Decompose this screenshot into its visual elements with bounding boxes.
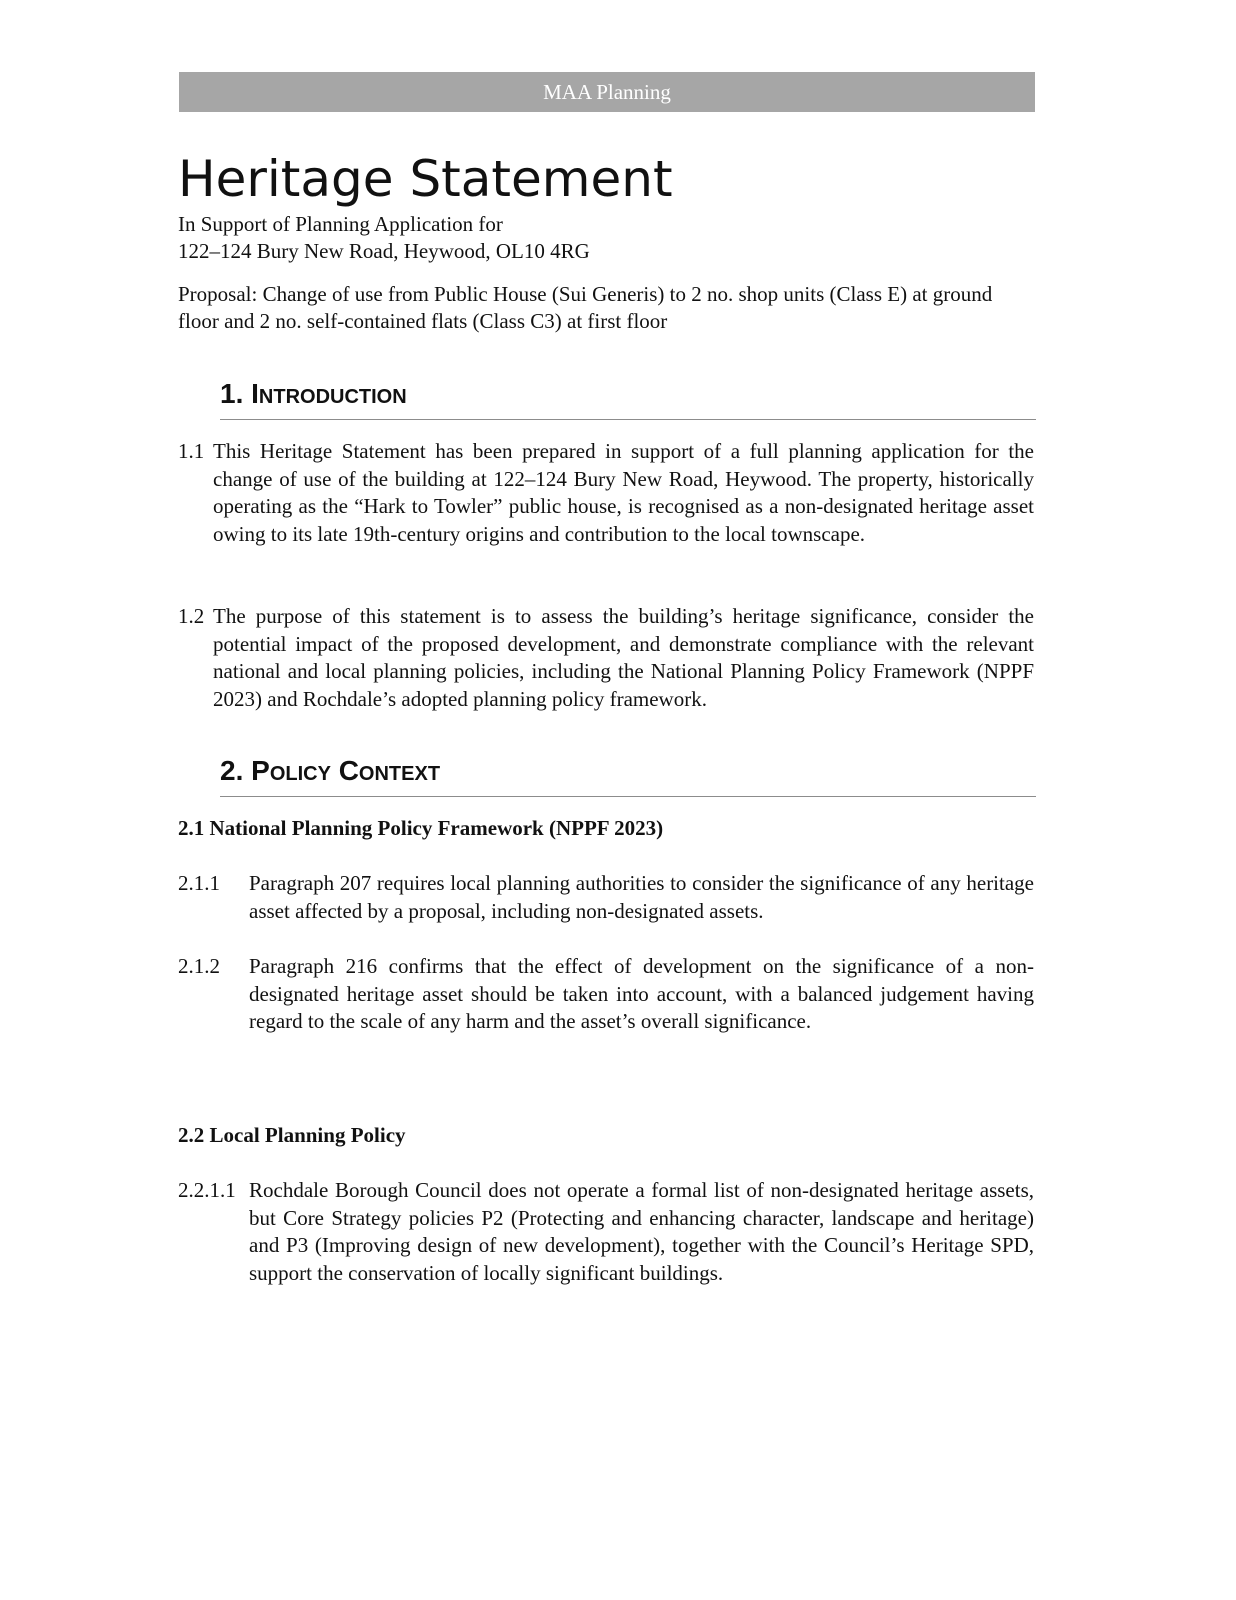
document-title: Heritage Statement bbox=[178, 150, 673, 208]
subtitle-line-1: In Support of Planning Application for bbox=[178, 212, 503, 236]
paragraph-number: 2.2.1.1 bbox=[178, 1178, 236, 1202]
paragraph-2-2-1-1 bbox=[178, 1177, 1034, 1287]
paragraph-text: Paragraph 216 confirms that the effect of development on the significance of a non-designated heritage asset should be taken into account, with a balanced judgement having regard to the scale of any harm and the asset’s overall significance. bbox=[249, 954, 1034, 1033]
subtitle-line-2: 122–124 Bury New Road, Heywood, OL10 4RG bbox=[178, 239, 590, 263]
paragraph-number: 2.1.1 bbox=[178, 871, 220, 895]
subheading-nppf: 2.1 National Planning Policy Framework (NPPF 2023) bbox=[178, 816, 664, 840]
section-title: Policy Context bbox=[251, 755, 441, 786]
paragraph-1-2 bbox=[178, 603, 1034, 713]
header-label: MAA Planning bbox=[543, 80, 671, 104]
section-number: 1. bbox=[220, 378, 244, 409]
paragraph-number: 2.1.2 bbox=[178, 954, 220, 978]
section-number: 2. bbox=[220, 755, 244, 786]
paragraph-number: 1.2 bbox=[178, 604, 205, 628]
section-heading-introduction bbox=[220, 374, 1036, 420]
subheading-local-policy: 2.2 Local Planning Policy bbox=[178, 1123, 406, 1147]
paragraph-text: Paragraph 207 requires local planning authorities to consider the significance of any heritage asset affected by a proposal, including non-designated assets. bbox=[249, 871, 1034, 923]
paragraph-1-1 bbox=[178, 438, 1034, 548]
paragraph-text: This Heritage Statement has been prepared in support of a full planning application for the change of use of the building at 122–124 Bury New Road, Heywood. The property, historically operating as the “Hark to Towler” public house, is recognised as a non-designated heritage asset owing to its late 19th-century origins and contribution to the local townscape. bbox=[213, 439, 1034, 546]
paragraph-text: Rochdale Borough Council does not operate a formal list of non-designated heritage assets, but Core Strategy policies P2 (Protecting and enhancing character, landscape and heritage) and P3 (Improving design of new development), together with the Council’s Heritage SPD, support the conservation of locally significant buildings. bbox=[249, 1178, 1034, 1285]
paragraph-2-1-2 bbox=[178, 953, 1034, 1036]
paragraph-number: 1.1 bbox=[178, 439, 205, 463]
paragraph-2-1-1 bbox=[178, 870, 1034, 925]
proposal-text: Proposal: Change of use from Public House (Sui Generis) to 2 no. shop units (Class E) at ground floor and 2 no. self-contained flats (Class C3) at first floor bbox=[178, 282, 993, 333]
section-title: Introduction bbox=[251, 378, 407, 409]
document-subtitle bbox=[178, 211, 590, 265]
header-bar bbox=[179, 72, 1035, 112]
section-heading-policy-context bbox=[220, 751, 1036, 797]
paragraph-text: The purpose of this statement is to assess the building’s heritage significance, consider the potential impact of the proposed development, and demonstrate compliance with the relevant national and local planning policies, including the National Planning Policy Framework (NPPF 2023) and Rochdale’s adopted planning policy framework. bbox=[213, 604, 1034, 711]
